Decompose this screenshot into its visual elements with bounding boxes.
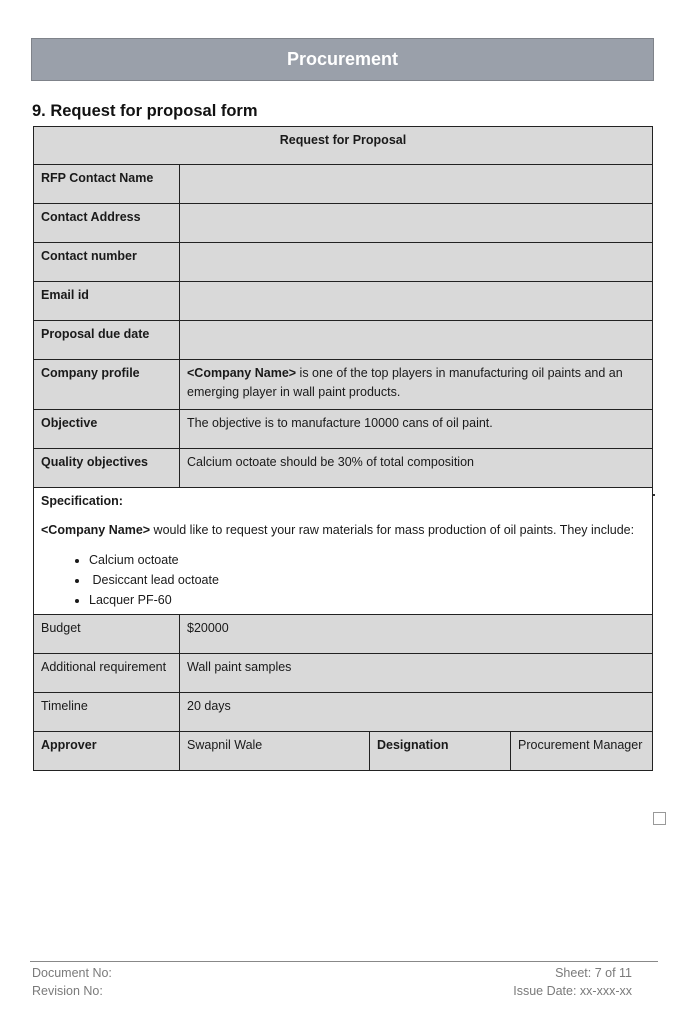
footer-left xyxy=(32,964,112,1000)
objective-value[interactable]: The objective is to manufacture 10000 cans of oil paint. xyxy=(180,410,653,449)
table-row xyxy=(34,204,653,243)
table-resize-handle[interactable] xyxy=(653,812,666,825)
specification-heading: Specification: xyxy=(41,494,123,508)
materials-list xyxy=(41,550,645,610)
table-row xyxy=(34,243,653,282)
issue-date: Issue Date: xx-xxx-xx xyxy=(513,984,632,998)
timeline-label: Timeline xyxy=(34,693,180,732)
email-id-field[interactable] xyxy=(180,282,653,321)
list-item: • Desiccant lead octoate xyxy=(89,570,645,590)
quality-objectives-label: Quality objectives xyxy=(34,449,180,488)
header-title: Procurement xyxy=(286,49,399,69)
approver-label: Approver xyxy=(34,732,180,771)
designation-value[interactable]: Procurement Manager xyxy=(511,732,653,771)
proposal-due-date-field[interactable] xyxy=(180,321,653,360)
table-row xyxy=(34,410,653,449)
table-row xyxy=(34,449,653,488)
timeline-value[interactable]: 20 days xyxy=(180,693,653,732)
sheet-number: Sheet: 7 of 11 xyxy=(555,966,632,980)
approval-row xyxy=(34,732,653,771)
email-id-label: Email id xyxy=(34,282,180,321)
designation-label: Designation xyxy=(370,732,511,771)
stray-mark xyxy=(653,494,655,496)
section-title: 9. Request for proposal form xyxy=(32,102,258,120)
table-row xyxy=(34,165,653,204)
company-profile-value[interactable] xyxy=(180,360,653,410)
specification-cell[interactable] xyxy=(34,488,653,615)
budget-label: Budget xyxy=(34,615,180,654)
list-item: • Lacquer PF-60 xyxy=(89,590,645,610)
company-profile-label: Company profile xyxy=(34,360,180,410)
company-name-placeholder: <Company Name> xyxy=(187,366,297,380)
table-row xyxy=(34,321,653,360)
specification-row xyxy=(34,488,653,615)
rfp-form-table xyxy=(33,126,653,771)
table-row xyxy=(34,654,653,693)
form-title: Request for Proposal xyxy=(34,127,653,165)
objective-label: Objective xyxy=(34,410,180,449)
table-row xyxy=(34,360,653,410)
contact-number-field[interactable] xyxy=(180,243,653,282)
header-banner xyxy=(31,38,654,81)
approver-value[interactable]: Swapnil Wale xyxy=(180,732,370,771)
footer-divider xyxy=(30,961,658,962)
table-title-row xyxy=(34,127,653,165)
specification-intro: would like to request your raw materials for mass production of oil paints. They include: xyxy=(150,523,635,537)
contact-number-label: Contact number xyxy=(34,243,180,282)
table-row xyxy=(34,693,653,732)
budget-value[interactable]: $20000 xyxy=(180,615,653,654)
contact-address-field[interactable] xyxy=(180,204,653,243)
company-profile-text: is one of the top players in manufacturing oil paints and an emerging player in wall paint products. xyxy=(187,366,623,399)
footer-right xyxy=(513,964,632,1000)
rfp-contact-name-label: RFP Contact Name xyxy=(34,165,180,204)
additional-requirement-value[interactable]: Wall paint samples xyxy=(180,654,653,693)
list-item: • Calcium octoate xyxy=(89,550,645,570)
proposal-due-date-label: Proposal due date xyxy=(34,321,180,360)
company-name-placeholder: <Company Name> xyxy=(41,523,151,537)
additional-requirement-label: Additional requirement xyxy=(34,654,180,693)
document-number: Document No: xyxy=(32,966,112,980)
rfp-contact-name-field[interactable] xyxy=(180,165,653,204)
contact-address-label: Contact Address xyxy=(34,204,180,243)
revision-number: Revision No: xyxy=(32,984,103,998)
table-row xyxy=(34,282,653,321)
quality-objectives-value[interactable]: Calcium octoate should be 30% of total composition xyxy=(180,449,653,488)
table-row xyxy=(34,615,653,654)
